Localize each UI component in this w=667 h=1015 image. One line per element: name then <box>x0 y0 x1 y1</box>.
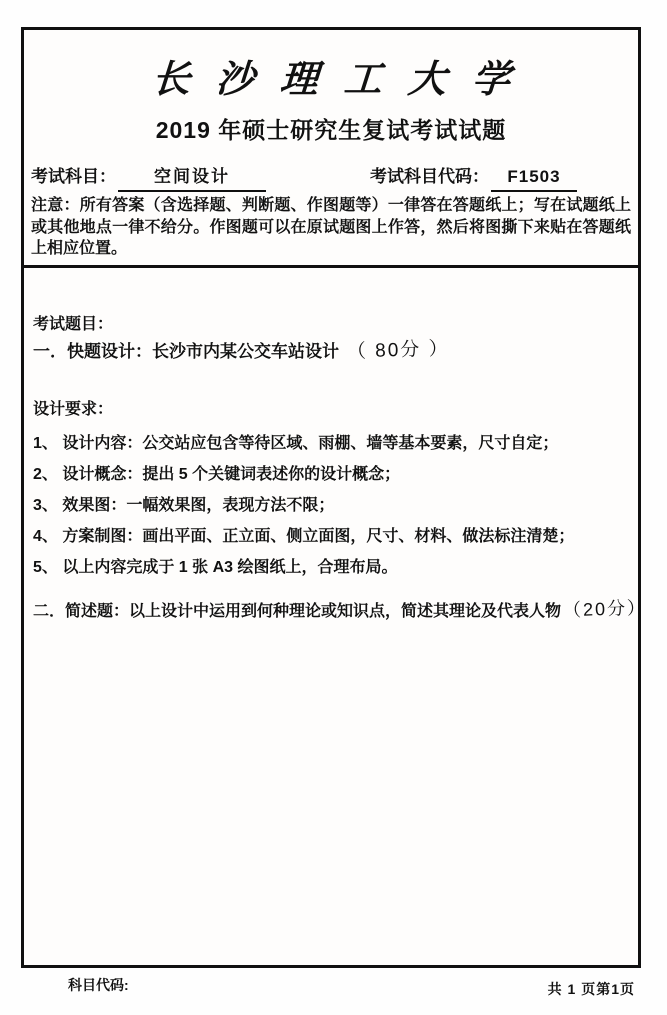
question-2 <box>33 597 648 623</box>
question-1-score-handwritten: （ 80分 ） <box>346 338 450 363</box>
requirement-item: 3、 效果图：一幅效果图，表现方法不限； <box>33 497 335 514</box>
exam-questions-heading: 考试题目： <box>33 316 114 333</box>
requirement-item: 5、 以上内容完成于 1 张 A3 绘图纸上，合理布局。 <box>33 559 398 576</box>
design-requirements-heading: 设计要求： <box>33 401 114 418</box>
question-1-text: 一．快题设计：长沙市内某公交车站设计 <box>33 342 339 361</box>
university-title: 长沙理工大学 <box>150 59 538 101</box>
exam-notice: 注意：所有答案（含选择题、判断题、作图题等）一律答在答题纸上；写在试题纸上或其他地点一律不给分。作图题可以在原试题图上作答，然后将图撕下来贴在答题纸上相应位置。 <box>24 195 638 268</box>
subject-code-value: F1503 <box>491 164 577 192</box>
footer-page-info: 共 1 页第1页 <box>547 981 635 997</box>
requirement-item: 1、 设计内容：公交站应包含等待区域、雨棚、墙等基本要素，尺寸自定； <box>33 435 559 452</box>
subject-label: 考试科目： <box>31 167 116 186</box>
subject-row <box>31 164 631 192</box>
question-2-text: 二．简述题：以上设计中运用到何种理论或知识点，简述其理论及代表人物 <box>33 603 562 620</box>
question-2-score-handwritten: （20分） <box>562 597 648 621</box>
requirement-item: 4、 方案制图：画出平面、正立面、侧立面图，尺寸、材料、做法标注清楚； <box>33 528 575 545</box>
footer-subject-code-label: 科目代码: <box>68 977 129 993</box>
subject-value: 空间设计 <box>118 164 266 192</box>
question-1 <box>33 338 631 363</box>
exam-title: 2019 年硕士研究生复试考试试题 <box>155 117 507 143</box>
requirement-item: 2、 设计概念：提出 5 个关键词表述你的设计概念； <box>33 466 401 483</box>
exam-paper-frame <box>21 27 648 968</box>
subject-code-label: 考试科目代码： <box>370 167 489 186</box>
